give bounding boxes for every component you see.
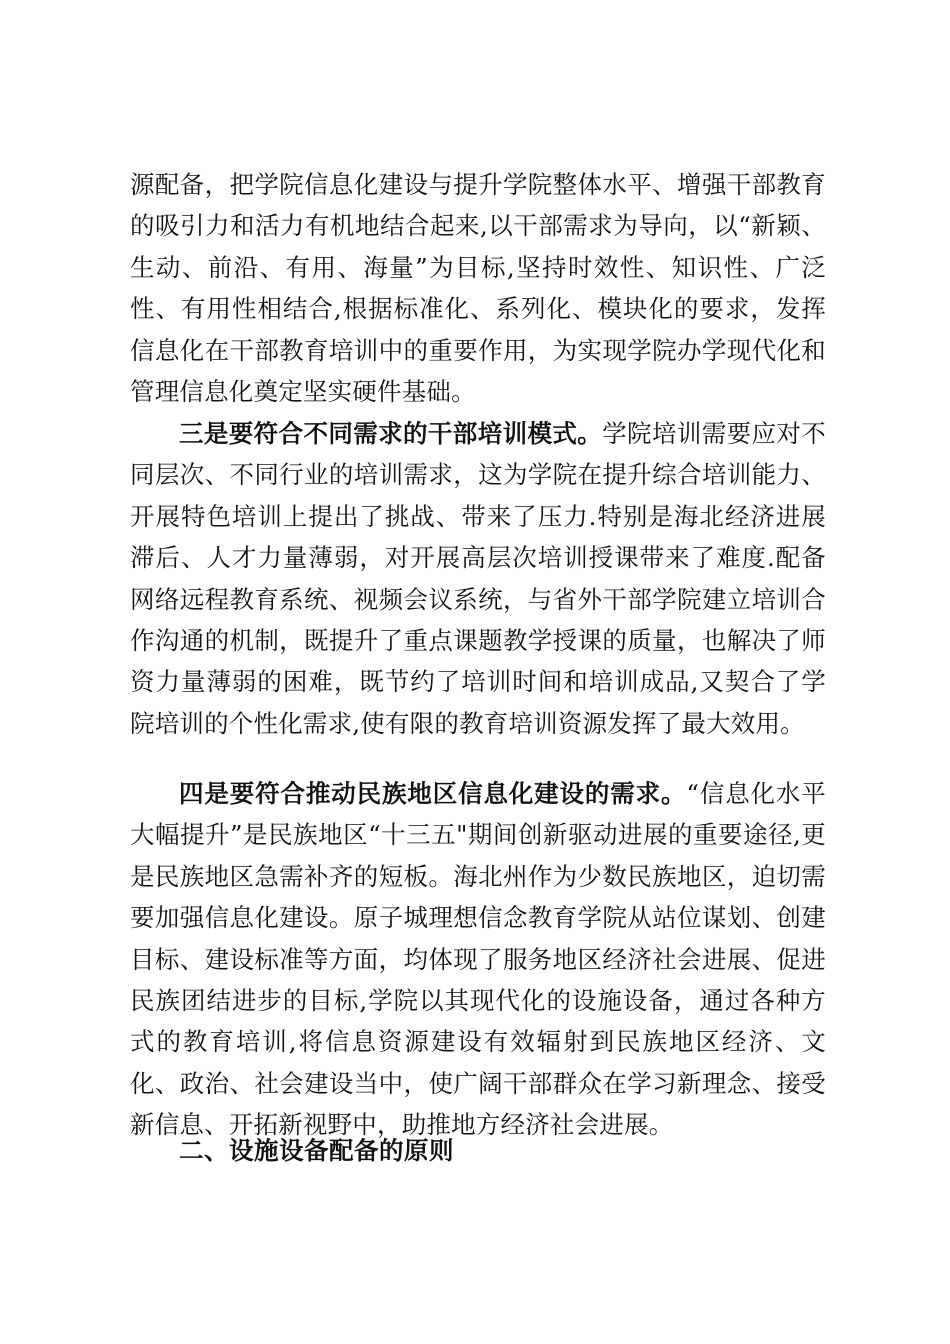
paragraph-ethnic-informatization	[130, 773, 826, 1146]
section-heading: 二、设施设备配备的原则	[179, 1136, 454, 1165]
paragraph-1-text: 源配备，把学院信息化建设与提升学院整体水平、增强干部教育的吸引力和活力有机地结合起来,以干部需求为导向，以“新颖、生动、前沿、有用、海量”为目标,坚持时效性、知识性、广泛性、有用性相结合,根据标准化、系列化、模块化的要求，发挥信息化在干部教育培训中的重要作用，为实现学院办学现代化和管理信息化奠定坚实硬件基础。	[130, 170, 826, 407]
paragraph-3-lead: 四是要符合推动民族地区信息化建设的需求。	[179, 779, 687, 808]
paragraph-2-lead: 三是要符合不同需求的干部培训模式。	[179, 419, 603, 448]
paragraph-resource-allocation	[130, 164, 826, 412]
paragraph-2-text: 学院培训需要应对不同层次、不同行业的培训需求，这为学院在提升综合培训能力、开展特色培训上提出了挑战、带来了压力.特别是海北经济进展滞后、人才力量薄弱，对开展高层次培训授课带来了难度.配备网络远程教育系统、视频会议系统，与省外干部学院建立培训合作沟通的机制，既提升了重点课题教学授课的质量，也解决了师资力量薄弱的困难，既节约了培训时间和培训成品,又契合了学院培训的个性化需求,使有限的教育培训资源发挥了最大效用。	[130, 419, 826, 738]
paragraph-training-mode	[130, 413, 826, 744]
paragraph-3-text: “信息化水平大幅提升”是民族地区“十三五"期间创新驱动进展的重要途径,更是民族地区急需补齐的短板。海北州作为少数民族地区，迫切需要加强信息化建设。原子城理想信念教育学院从站位谋划、创建目标、建设标准等方面，均体现了服务地区经济社会进展、促进民族团结进步的目标,学院以其现代化的设施设备，通过各种方式的教育培训,将信息资源建设有效辐射到民族地区经济、文化、政治、社会建设当中，使广阔干部群众在学习新理念、接受新信息、开拓新视野中，助推地方经济社会进展。	[130, 779, 826, 1140]
